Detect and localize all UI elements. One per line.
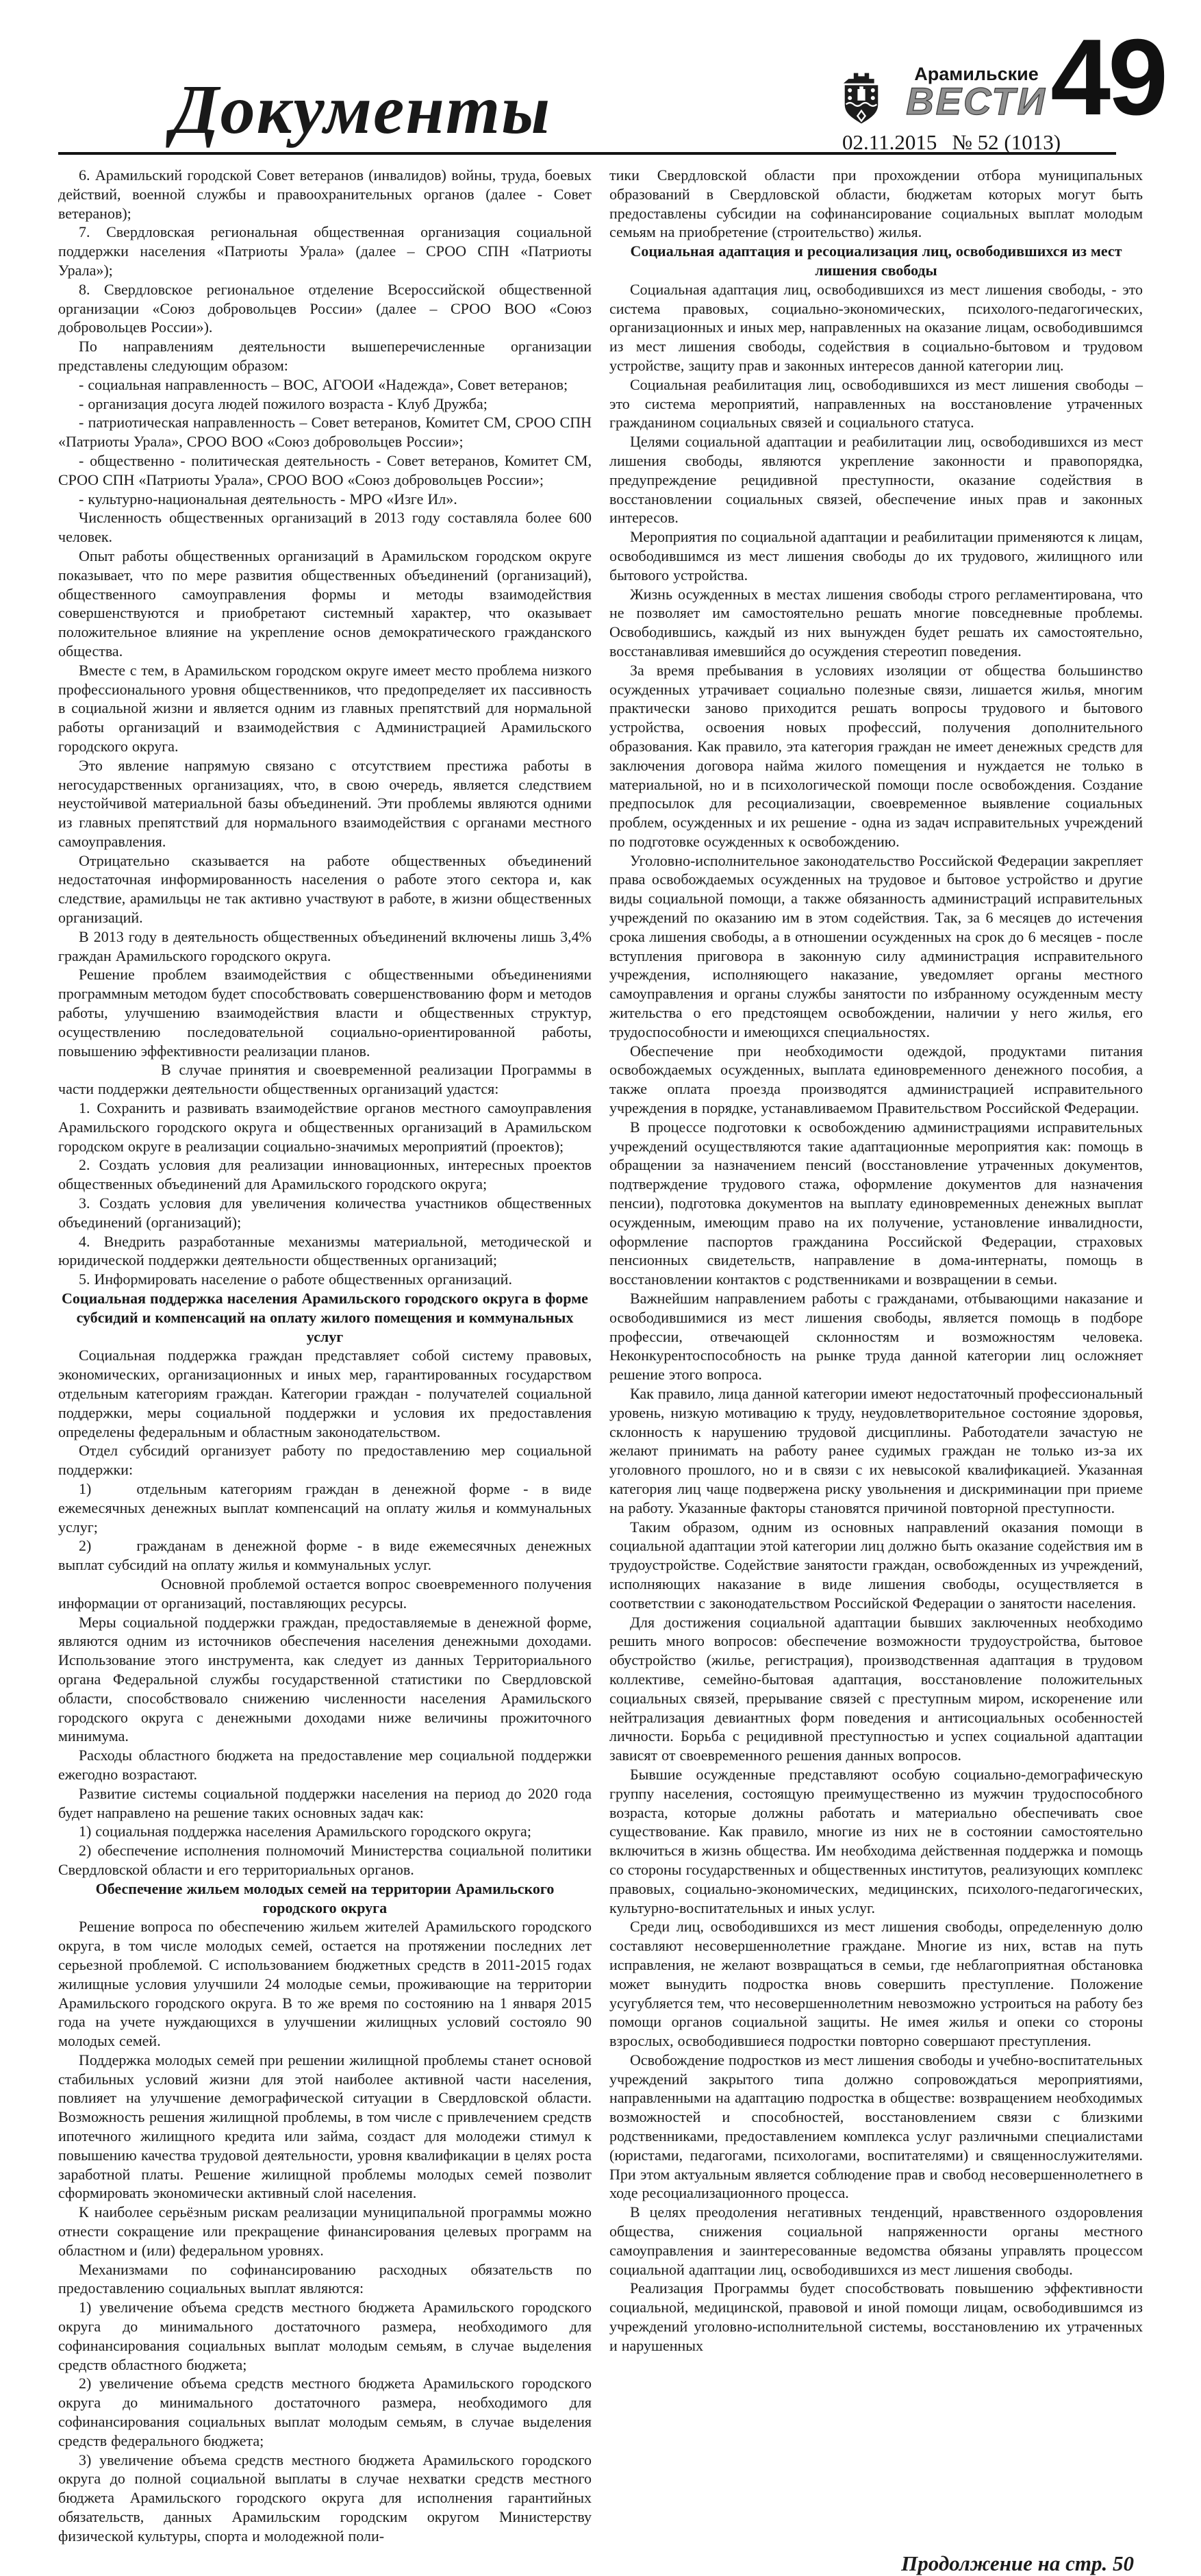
paragraph: Механизмами по софинансированию расходных обязательств по предоставлению социальных выплат являются: [58,2260,592,2297]
paragraph: Опыт работы общественных организаций в Арамильском городском округе показывает, что по мере развития общественных объединений (организаций), общественного самоуправления формы и методы взаимодействия совершенствуются и приобретают системный характер, что оказывает положительное влияние на укрепление основ демократического гражданского общества. [58,547,592,660]
paragraph: Решение вопроса по обеспечению жильем жителей Арамильского городского округа, в том числе молодых семей, остается на протяжении последних лет серьезной проблемой. С использованием бюджетных средств в 2011-2015 годах жилищные условия улучшили 24 молодые семьи, проживающие на территории Арамильского городского округа. В то же время по состоянию на 1 января 2015 года на учете нуждающихся в улучшении жилищных условий состояло 90 молодых семей. [58,1918,592,2050]
issue-date: 02.11.2015 [842,130,937,154]
paragraph: Таким образом, одним из основных направлений оказания помощи в социальной адаптации этой категории лиц должно быть оказание содействия им в трудоустройстве. Содействие занятости граждан, освобожденных из учреждений, исполняющих наказание в виде лишения свободы, осуществляется в соответствии с законодательством Российской Федерации о занятости населения. [609,1518,1143,1612]
article-body [58,166,1143,2546]
masthead-title [887,64,1065,121]
column-left [58,166,592,2546]
paragraph: Социальная поддержка граждан представляет собой систему правовых, экономических, организационных и иных мер, гарантированных государством отдельным категориям граждан. Категории граждан - получателей социальной поддержки, меры социальной поддержки и условия их предоставления определены федеральным и областным законодательством. [58,1347,592,1440]
paragraph: В случае принятия и своевременной реализации Программы в части поддержки деятельности общественных организаций удастся: [58,1061,592,1098]
paragraph: 8. Свердловское региональное отделение Всероссийской общественной организации «Союз добровольцев России» (далее – СРОО ВОО «Союз добровольцев России»). [58,280,592,336]
paragraph: 1) отдельным категориям граждан в денежной форме - в виде ежемесячных денежных выплат компенсаций на оплату жилья и коммунальных услуг; [58,1479,592,1536]
paragraph: Среди лиц, освободившихся из мест лишения свободы, определенную долю составляют несовершеннолетние граждане. Многие из них, встав на путь исправления, не желают возвращаться в семьи, где неблагоприятная обстановка может вынудить подростка вновь совершить преступление. Положение усугубляется тем, что несовершеннолетним невозможно устроиться на работу без помощи органов социальной защиты. Не имея жилья и опеки со стороны взрослых, освободившиеся подростки повторно совершают преступления. [609,1918,1143,2050]
paragraph: В процессе подготовки к освобождению администрациями исправительных учреждений осуществляются такие адаптационные мероприятия как: помощь в обращении за назначением пенсий (восстановление утраченных документов, подтверждение трудового стажа, оформление документов для назначения пенсии), подготовка документов на выплату единовременных денежных выплат осужденным, имеющим право на их получение, установление инвалидности, оформление паспортов гражданина Российской Федерации, страховых пенсионных свидетельств, направление в дома-интернаты, помощь в восстановлении контактов с родственниками и возвращении в семьи. [609,1118,1143,1288]
paragraph: Меры социальной поддержки граждан, предоставляемые в денежной форме, являются одним из источников обеспечения населения денежными доходами. Использование этого инструмента, как следует из данных Территориального органа Федеральной службы государственной статистики по Свердловской области, способствовало снижению численности населения Арамильского городского округа с денежными доходами ниже величины прожиточного минимума. [58,1613,592,1745]
paragraph: По направлениям деятельности вышеперечисленные организации представлены следующим образом: [58,338,592,374]
masthead-city: Арамильские [914,64,1039,84]
paragraph: - социальная направленность – ВОС, АГООИ «Надежда», Совет ветеранов; [79,375,568,393]
paragraph: Жизнь осужденных в местах лишения свободы строго регламентирована, что не позволяет им самостоятельно решать многие повседневные проблемы. Освободившись, каждый из них вынужден будет решать их самостоятельно, восстанавливая имевшийся до осуждения стереотип поведения. [609,585,1143,660]
paragraph: В 2013 году в деятельность общественных объединений включены лишь 3,4% граждан Арамильского городского округа. [58,927,592,964]
paragraph: Это явление напрямую связано с отсутствием престижа работы в негосударственных организациях, что, в свою очередь, является следствием неустойчивой материальной базы объединений. Эти проблемы являются одними из главных препятствий для нормального взаимодействия с органами местного самоуправления. [58,756,592,850]
section-title: Документы [171,71,551,149]
paragraph: Реализация Программы будет способствовать повышению эффективности социальной, медицинской, правовой и иной помощи лицам, освободившимся из учреждений уголовно-исполнительной системы, восстановлению их утраченных и нарушенных [609,2279,1143,2354]
paragraph: 1. Сохранить и развивать взаимодействие органов местного самоуправления Арамильского городского округа и общественных организаций в Арамильском городском округе в реализации социально-значимых мероприятий (проектов); [58,1099,592,1155]
paragraph: - патриотическая направленность – Совет ветеранов, Комитет СМ, СРОО СПН «Патриоты Урала», СРОО ВОО «Союз добровольцев России»; [58,414,592,451]
paragraph: Важнейшим направлением работы с гражданами, отбывающими наказание и освободившимися из мест лишения свободы, является помощь в подборе профессии, отвечающей склонностям и возможностям человека. Неконкурентоспособность на рынке труда данной категории лиц осложняет решение этого вопроса. [609,1290,1143,1384]
paragraph: Социальная адаптация лиц, освободившихся из мест лишения свободы, - это система правовых, социально-экономических, психолого-педагогических, организационных и иных мер, направленных на оказание лицам, освободившимся из мест лишения свободы, содействия в социально-бытовом и трудовом устройстве, защиту прав и законных интересов данной категории лиц. [609,280,1143,374]
paragraph: тики Свердловской области при прохождении отбора муниципальных образований в Свердловской области, бюджетам которых могут быть предоставлены субсидии на софинансирование социальных выплат молодым семьям на приобретение (строительство) жилья. [609,166,1143,241]
continuation-note: Продолжение на стр. 50 [901,2551,1134,2575]
paragraph: 3) увеличение объема средств местного бюджета Арамильского городского округа до полной социальной выплаты в случае нехватки средств местного бюджета Арамильского городского округа для исполнения гарантийных обязательств, данных Арамильским городским округом Министерству физической культуры, спорта и молодежной поли- [58,2451,592,2544]
paragraph: Развитие системы социальной поддержки населения на период до 2020 года будет направлено на решение таких основных задач как: [58,1784,592,1821]
masthead-name: ВЕСТИ [906,79,1047,123]
paragraph: 3. Создать условия для увеличения количества участников общественных объединений (организаций); [58,1195,592,1231]
page-number: 49 [1050,17,1165,138]
paragraph: Обеспечение при необходимости одеждой, продуктами питания освобождаемых осужденных, выплата единовременного денежного пособия, а также оплата проезда производятся администрацией исправительного учреждения в порядке, устанавливаемом Правительством Российской Федерации. [609,1042,1143,1117]
paragraph: Вместе с тем, в Арамильском городском округе имеет место проблема низкого профессионального уровня общественников, что предопределяет их пассивность в социальной жизни и является одним из главных препятствий для нормальной работы организаций и взаимодействия с Администрацией Арамильского городского округа. [58,661,592,755]
paragraph: 4. Внедрить разработанные механизмы материальной, методической и юридической поддержки деятельности общественных организаций; [58,1232,592,1269]
paragraph: Уголовно-исполнительное законодательство Российской Федерации закрепляет права освобождаемых осужденных на трудовое и бытовое устройство и другие виды социальной помощи, а также обязанность администраций исправительных учреждений по оказанию им в этом содействия. Так, за 6 месяцев до истечения срока лишения свободы, а в отношении осужденных на срок до 6 месяцев - после вступления приговора в законную силу администрация исправительного учреждения, исполняющего наказание, уведомляет органы местного самоуправления и органы службы занятости по избранному осужденным месту жительства о его предстоящем освобождении, наличии у него жилья, его трудоспособности и имеющихся специальностях. [609,851,1143,1040]
paragraph: Для достижения социальной адаптации бывших заключенных необходимо решить много вопросов: обеспечение возможности трудоустройства, бытовое обустройство (жилье, регистрация), производственная адаптация в трудовом коллективе, семейно-бытовая адаптация, восстановление положительных социальных связей, прерывание связей с преступным миром, искоренение или нейтрализация девиантных форм поведения и антисоциальных особенностей личности. Борьба с рецидивной преступностью и успех социальной адаптации зависят от своевременного решения данных вопросов. [609,1613,1143,1764]
paragraph: 1) увеличение объема средств местного бюджета Арамильского городского округа до минимального достаточного размера, необходимого для софинансирования социальных выплат молодым семьям, в случае выделения средств областного бюджета; [58,2299,592,2373]
paragraph: 1) социальная поддержка населения Арамильского городского округа; [79,1823,531,1840]
paragraph: Целями социальной адаптации и реабилитации лиц, освободившихся из мест лишения свободы, являются укрепление законности и правопорядка, предупреждение рецидивной преступности, оказание содействия в восстановлении социальных связей, обеспечение иных прав и законных интересов. [609,433,1143,527]
city-emblem-icon [842,70,881,127]
page-header [0,0,1201,152]
paragraph: Отрицательно сказывается на работе общественных объединений недостаточная информированность населения о работе этого сектора и, как следствие, арамильцы не так активно участвуют в работе, в жизни общественных организаций. [58,851,592,927]
paragraph: - общественно - политическая деятельность - Совет ветеранов, Комитет СМ, СРОО СПН «Патриоты Урала», СРОО ВОО «Союз добровольцев России»; [58,451,592,488]
paragraph: 2) гражданам в денежной форме - в виде ежемесячных денежных выплат субсидий на оплату жилья и коммунальных услуг. [58,1537,592,1574]
paragraph: - культурно-национальная деятельность - МРО «Изге Ил». [79,490,457,508]
paragraph: К наиболее серьёзным рискам реализации муниципальной программы можно отнести сокращение или прекращение финансирования целевых программ на областном и (или) федеральном уровнях. [58,2203,592,2259]
paragraph: Отдел субсидий организует работу по предоставлению мер социальной поддержки: [58,1442,592,1479]
paragraph: Расходы областного бюджета на предоставление мер социальной поддержки ежегодно возрастают. [58,1747,592,1783]
paragraph: В целях преодоления негативных тенденций, нравственного оздоровления общества, снижения социальной напряженности органы местного самоуправления и заинтересованные ведомства обязаны управлять процессом социальной адаптации лиц, освободившихся из мест лишения свободы. [609,2203,1143,2278]
paragraph: Бывшие осужденные представляют особую социально-демографическую группу населения, состоящую преимущественно из мужчин трудоспособного возраста, которые должны работать и материально обеспечивать свое существование. Как правило, многие из них не в состоянии самостоятельно включиться в жизнь общества. Им необходима действенная поддержка и помощь со стороны государственных и общественных институтов, реализующих комплекс правовых, социально-экономических, медицинских, психолого-педагогических, культурно-воспитательных и иных услуг. [609,1765,1143,1916]
paragraph: Численность общественных организаций в 2013 году составляла более 600 человек. [58,509,592,546]
paragraph: Как правило, лица данной категории имеют недостаточный профессиональный уровень, низкую мотивацию к труду, неудовлетворительное состояние здоровья, склонность к нарушению трудовой дисциплины. Работодатели зачастую не желают принимать на работу ранее судимых граждан не только из-за их уголовного прошлого, но и в связи с их невысокой квалификацией. Указанная категория лиц чаще подвержена риску увольнения и дискриминации при приеме на работу. Указанные факторы становятся причиной повторной преступности. [609,1385,1143,1516]
paragraph: 2) обеспечение исполнения полномочий Министерства социальной политики Свердловской области и его территориальных органов. [58,1842,592,1878]
paragraph: Решение проблем взаимодействия с общественными объединениями программным методом будет способствовать совершенствованию форм и методов работы, улучшению взаимодействия власти и общественных структур, осуществлению последовательной социально-ориентированной работы, повышению эффективности реализации планов. [58,966,592,1060]
paragraph: 2) увеличение объема средств местного бюджета Арамильского городского округа до минимального достаточного размера, необходимого для софинансирования социальных выплат молодым семьям, в случае выделения средств федерального бюджета; [58,2375,592,2449]
paragraph: Мероприятия по социальной адаптации и реабилитации применяются к лицам, освободившимся из мест лишения свободы до их трудового, жилищного или бытового устройства. [609,528,1143,584]
subheading: Социальная поддержка населения Арамильского городского округа в форме субсидий и компенсаций на оплату жилого помещения и коммунальных услуг [62,1290,588,1345]
paragraph: 2. Создать условия для реализации инновационных, интересных проектов общественных объединений для Арамильского городского округа; [58,1156,592,1193]
paragraph: Поддержка молодых семей при решении жилищной проблемы станет основой стабильных условий жизни для этой наиболее активной части населения, повлияет на улучшение демографической ситуации в Свердловской области. Возможность решения жилищной проблемы, в том числе с привлечением средств ипотечного жилищного кредита или займа, создаст для молодежи стимул к повышению качества трудовой деятельности, уровня квалификации в целях роста заработной платы. Решение жилищной проблемы молодых семей позволит сформировать экономически активный слой населения. [58,2051,592,2202]
subheading: Социальная адаптация и ресоциализация лиц, освободившихся из мест лишения свободы [630,242,1122,279]
issue-number: № 52 (1013) [952,130,1061,154]
paragraph: Социальная реабилитация лиц, освободившихся из мест лишения свободы – это система мероприятий, направленных на восстановление утраченных гражданином социальных связей и социального статуса. [609,375,1143,432]
subheading: Обеспечение жильем молодых семей на территории Арамильского городского округа [95,1879,555,1916]
column-right [609,166,1143,2546]
paragraph: 7. Свердловская региональная общественная организация социальной поддержки населения «Патриоты Урала» (далее – СРОО СПН «Патриоты Урала»); [58,223,592,279]
paragraph: Основной проблемой остается вопрос своевременного получения информации от организаций, поставляющих ресурсы. [58,1575,592,1612]
paragraph: Освобождение подростков из мест лишения свободы и учебно-воспитательных учреждений закрытого типа должно сопровождаться мероприятиями, направленными на адаптацию подростка в обществе: возвращением необходимых возможностей и способностей, восстановлением связи с близкими родственниками, предоставлением комплекса услуг различными специалистами (юристами, педагогами, психологами, воспитателями) и священнослужителями. При этом актуальным является соблюдение прав и свобод несовершеннолетнего в ходе ресоциализационного процесса. [609,2051,1143,2202]
paragraph: 5. Информировать население о работе общественных организаций. [79,1271,512,1288]
paragraph: 6. Арамильский городской Совет ветеранов (инвалидов) войны, труда, боевых действий, военной службы и правоохранительных органов (далее - Совет ветеранов); [58,166,592,222]
paragraph: - организация досуга людей пожилого возраста - Клуб Дружба; [79,395,488,412]
paragraph: За время пребывания в условиях изоляции от общества большинство осужденных утрачивает социально полезные связи, лишается жилья, многим практически заново приходится решать вопросы трудового и бытового устройства, освоения новых профессий, получения дополнительного образования. Как правило, эта категория граждан не имеет денежных средств для заключения договора найма жилого помещения и нуждается не только в материальной, но и в психологической помощи после освобождения. Создание предпосылок для ресоциализации, своевременное выявление социальных проблем, осужденных и их решение - одна из задач исправительных учреждений по подготовке осужденных к освобождению. [609,661,1143,850]
